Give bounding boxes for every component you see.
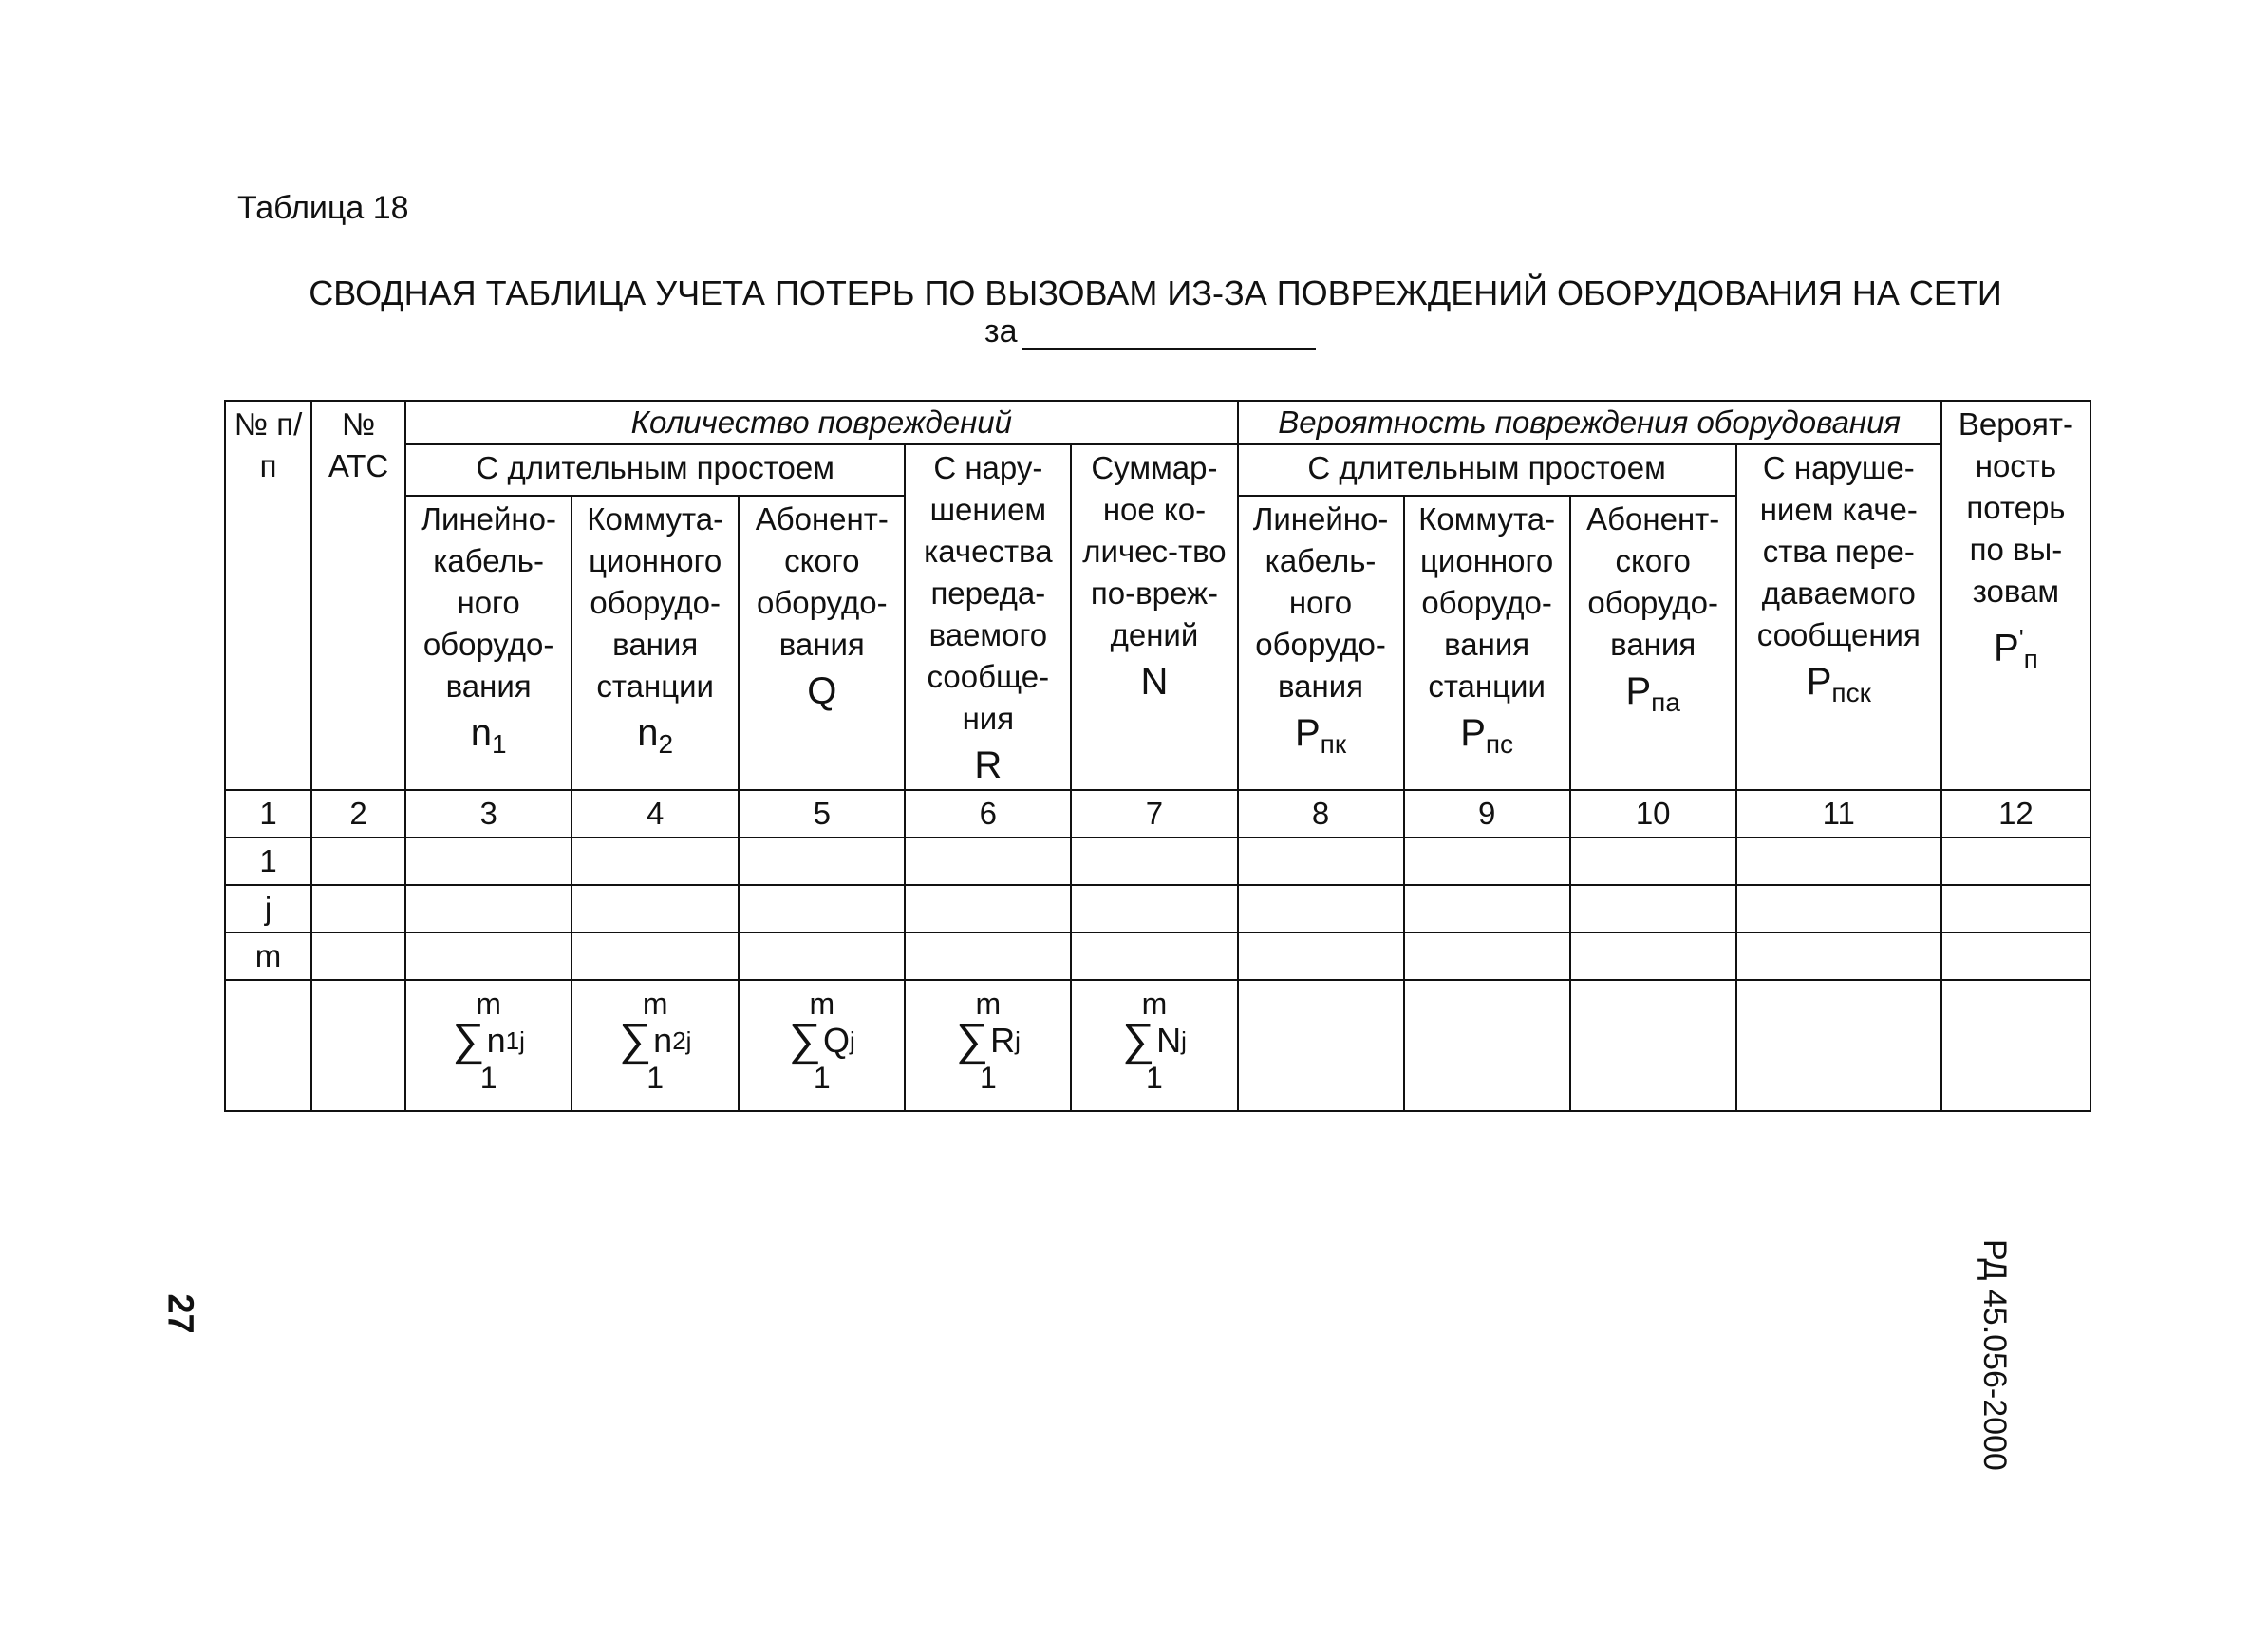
row-label: j — [225, 885, 311, 932]
col-number: 6 — [905, 790, 1071, 838]
row-label: 1 — [225, 838, 311, 885]
period-blank-line — [1022, 316, 1316, 350]
col-number: 12 — [1941, 790, 2090, 838]
header-quality-prob-label: С наруше-нием каче-ства пере-даваемого сообщения — [1756, 450, 1921, 652]
header-ats: № АТС — [311, 401, 405, 790]
header-col-9: Коммута-ционного оборудо-вания станции $P_{пс}$ — [1404, 496, 1570, 790]
sum-cell: m ∑ Q j 1 — [739, 980, 905, 1111]
col-5-symbol: Q — [807, 669, 837, 712]
header-row-1 — [225, 401, 2090, 444]
page-number: 27 — [159, 1293, 200, 1334]
col-9-symbol: $P_{пс}$ — [1460, 711, 1514, 759]
col-number: 3 — [405, 790, 572, 838]
col-number: 5 — [739, 790, 905, 838]
header-col-10: Абонент-ского оборудо-вания $P_{па}$ — [1570, 496, 1736, 790]
col-number: 2 — [311, 790, 405, 838]
header-quality-prob — [1736, 444, 1941, 790]
table-label: Таблица 18 — [237, 190, 409, 226]
header-quality-count-label: С нару-шением качества переда-ваемого сообще-ния — [924, 450, 1053, 736]
header-total-count — [1071, 444, 1237, 790]
table-row — [225, 838, 2090, 885]
header-group-count: Количество повреждений — [405, 401, 1237, 444]
col-4-symbol: $n_2$ — [637, 711, 674, 759]
header-row-2 — [225, 444, 2090, 496]
header-loss-prob-label: Вероят-ность потерь по вы-зовам — [1958, 406, 2073, 609]
sum-cell: m ∑ n 1j 1 — [405, 980, 572, 1111]
col-number: 10 — [1570, 790, 1736, 838]
sum-cell: m ∑ N j 1 — [1071, 980, 1237, 1111]
summary-table — [224, 400, 2091, 1112]
document-title: СВОДНАЯ ТАБЛИЦА УЧЕТА ПОТЕРЬ ПО ВЫЗОВАМ ИЗ-ЗА ПОВРЕЖДЕНИЙ ОБОРУДОВАНИЯ НА СЕТИ — [309, 273, 2002, 312]
col-3-symbol: $n_1$ — [470, 711, 507, 759]
col-number: 8 — [1238, 790, 1404, 838]
col-number: 11 — [1736, 790, 1941, 838]
header-no: № п/п — [225, 401, 311, 790]
header-quality-count — [905, 444, 1071, 790]
loss-prob-symbol: $P'_п$ — [1994, 624, 2038, 674]
quality-count-symbol: R — [974, 744, 1003, 786]
col-8-symbol: $P_{пк}$ — [1294, 711, 1347, 759]
period-field — [984, 313, 1316, 350]
header-col-8: Линейно-кабель-ного оборудо-вания $P_{пк}$ — [1238, 496, 1404, 790]
header-group-prob: Вероятность повреждения оборудования — [1238, 401, 1941, 444]
header-loss-prob — [1941, 401, 2090, 790]
period-prefix: за — [984, 313, 1018, 349]
col-number: 4 — [572, 790, 739, 838]
total-count-symbol: N — [1140, 661, 1169, 703]
row-label: m — [225, 932, 311, 980]
header-downtime-prob: С длительным простоем — [1238, 444, 1736, 496]
table-row — [225, 885, 2090, 932]
header-total-count-label: Суммар-ное ко-личес-тво по-вреж-дений — [1082, 450, 1227, 652]
header-col-5: Абонент-ского оборудо-вания Q — [739, 496, 905, 790]
header-col-4: Коммута-ционного оборудо-вания станции $n_2$ — [572, 496, 739, 790]
col-number: 7 — [1071, 790, 1237, 838]
sum-cell: m ∑ n 2j 1 — [572, 980, 739, 1111]
header-col-3: Линейно-кабель-ного оборудо-вания $n_1$ — [405, 496, 572, 790]
sum-row — [225, 980, 2090, 1111]
col-number: 9 — [1404, 790, 1570, 838]
document-code: РД 45.056-2000 — [1977, 1239, 2013, 1471]
column-number-row — [225, 790, 2090, 838]
header-downtime-count: С длительным простоем — [405, 444, 905, 496]
quality-prob-symbol: $P_{пск}$ — [1806, 661, 1871, 707]
sum-cell: m ∑ R j 1 — [905, 980, 1071, 1111]
table-row — [225, 932, 2090, 980]
col-number: 1 — [225, 790, 311, 838]
col-10-symbol: $P_{па}$ — [1625, 669, 1680, 717]
